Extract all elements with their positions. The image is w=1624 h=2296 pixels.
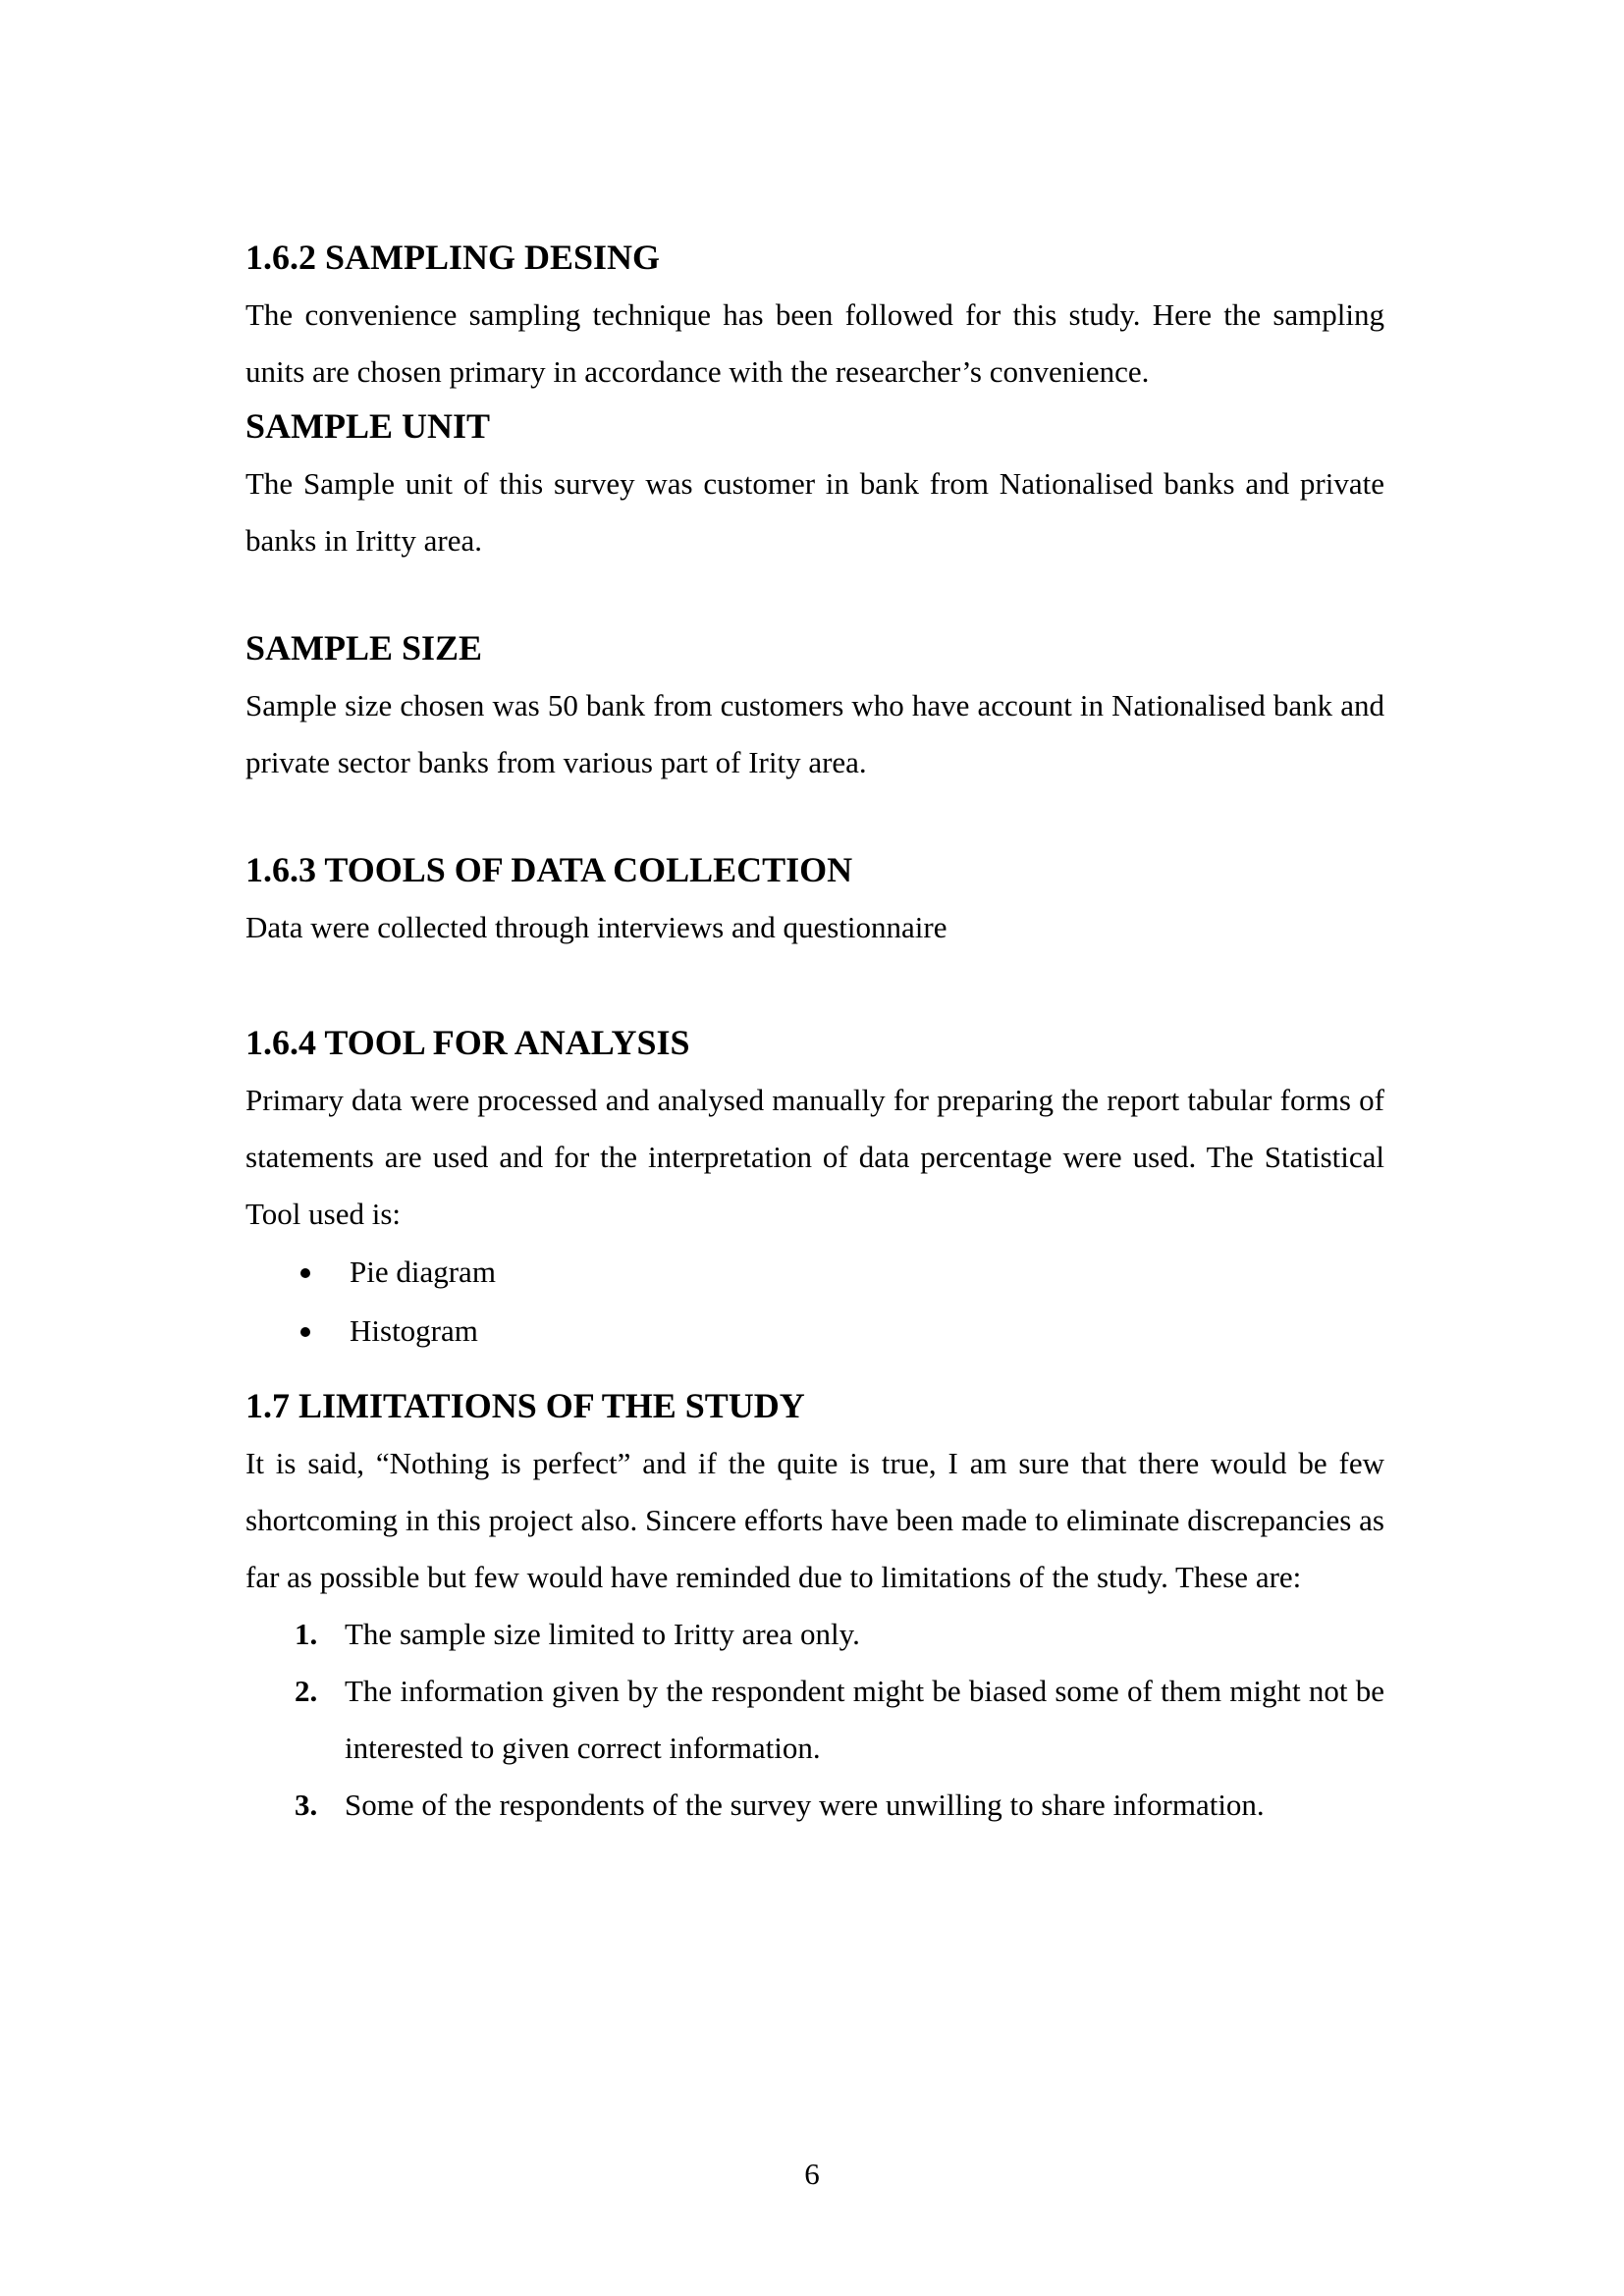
list-item-number: 2. [295,1674,318,1708]
page-number: 6 [804,2157,820,2191]
heading-sampling-design: 1.6.2 SAMPLING DESING [245,238,661,277]
list-item [245,1606,1384,1663]
bullet-icon [300,1327,310,1337]
page-content [245,236,1384,1834]
heading-limitations: 1.7 LIMITATIONS OF THE STUDY [245,1386,805,1425]
paragraph-tool-for-analysis: Primary data were processed and analysed manually for preparing the report tabular forms of statements are used and for the interpretation of data percentage were used. The Statistical Tool used is: [245,1083,1384,1231]
list-item [245,1663,1384,1777]
list-item [245,1243,1384,1302]
list-item-text: Histogram [350,1313,478,1348]
paragraph-tools-data-collection: Data were collected through interviews and questionnaire [245,910,947,944]
statistical-tools-list [245,1243,1384,1361]
list-item-text: The information given by the respondent might be biased some of them might not be interested to given correct information. [345,1674,1384,1765]
list-item-text: Some of the respondents of the survey were unwilling to share information. [345,1788,1265,1822]
list-item-text: The sample size limited to Iritty area only. [345,1617,860,1651]
heading-tool-for-analysis: 1.6.4 TOOL FOR ANALYSIS [245,1023,690,1062]
heading-sample-size: SAMPLE SIZE [245,628,483,667]
limitations-list [245,1606,1384,1834]
paragraph-sampling-design: The convenience sampling technique has been followed for this study. Here the sampling units are chosen primary in accordance with the researcher’s convenience. [245,297,1384,389]
list-item [245,1302,1384,1361]
bullet-icon [300,1268,310,1278]
heading-tools-data-collection: 1.6.3 TOOLS OF DATA COLLECTION [245,850,853,889]
paragraph-sample-unit: The Sample unit of this survey was customer in bank from Nationalised banks and private banks in Iritty area. [245,466,1384,558]
paragraph-limitations: It is said, “Nothing is perfect” and if the quite is true, I am sure that there would be few shortcoming in this project also. Sincere efforts have been made to eliminate discrepancies as far as possible but few would have reminded due to limitations of the study. These are: [245,1446,1384,1594]
paragraph-sample-size: Sample size chosen was 50 bank from customers who have account in Nationalised bank and private sector banks from various part of Irity area. [245,688,1384,779]
heading-sample-unit: SAMPLE UNIT [245,406,491,446]
list-item [245,1777,1384,1834]
list-item-text: Pie diagram [350,1255,496,1289]
list-item-number: 1. [295,1617,318,1651]
list-item-number: 3. [295,1788,318,1822]
